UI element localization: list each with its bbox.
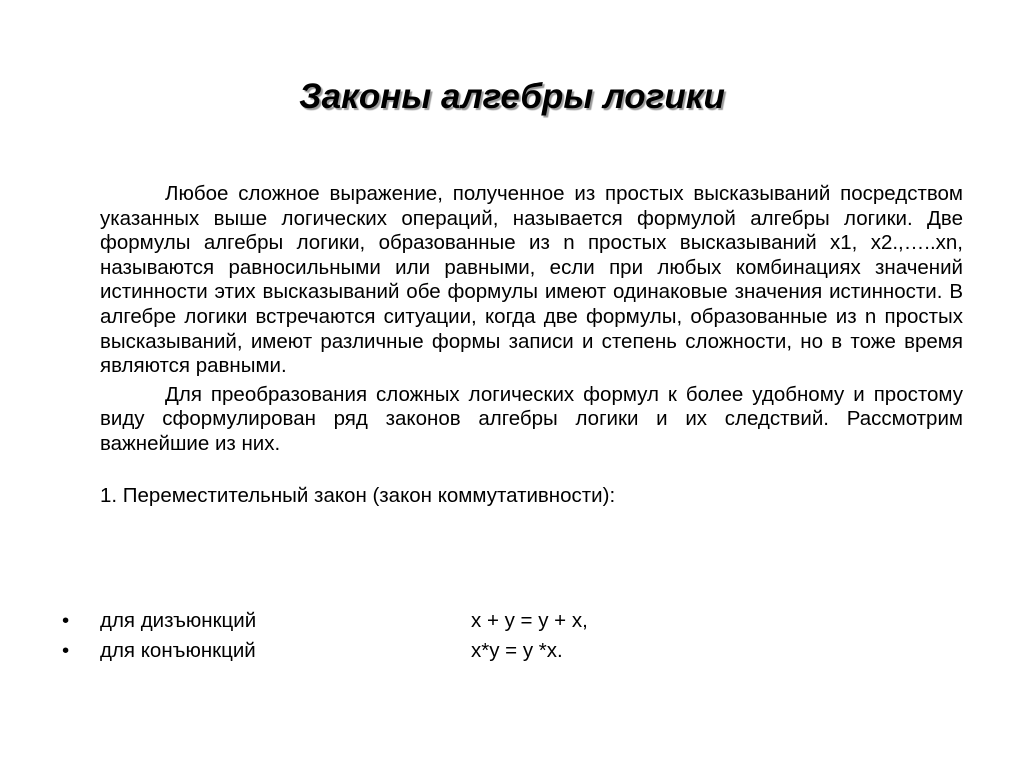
bullet-formula: x + y = y + x, [471,609,588,632]
law-heading: 1. Переместительный закон (закон коммутативности): [100,483,616,507]
paragraph-definition: Любое сложное выражение, полученное из простых высказываний посредством указанных выше логических операций, называется формулой алгебры логики. Две формулы алгебры логики, образованные из n простых высказываний x1, x2.,…..xn, называются равносильными или равными, если при любых комбинациях значений истинности этих высказываний обе формулы имеют одинаковые значения истинности. В алгебре логики встречаются ситуации, когда две формулы, образованные из n простых высказываний, имеют различные формы записи и степень сложности, но в тоже время являются равными. [100,182,963,378]
bullet-label: для дизъюнкций [100,609,257,632]
bullet-item-conjunction [0,636,1024,666]
bullet-label: для конъюнкций [100,639,256,662]
slide-body [100,182,963,508]
bullet-item-disjunction [0,606,1024,636]
bullet-formula: x*y = y *x. [471,639,563,662]
bullet-list [0,606,1024,666]
bullet-icon: • [62,609,70,632]
bullet-icon: • [62,639,70,662]
paragraph-laws-intro: Для преобразования сложных логических формул к более удобному и простому виду сформулирован ряд законов алгебры логики и их следствий. Рассмотрим важнейшие из них. [100,382,963,455]
slide-title: Законы алгебры логики [299,77,725,116]
